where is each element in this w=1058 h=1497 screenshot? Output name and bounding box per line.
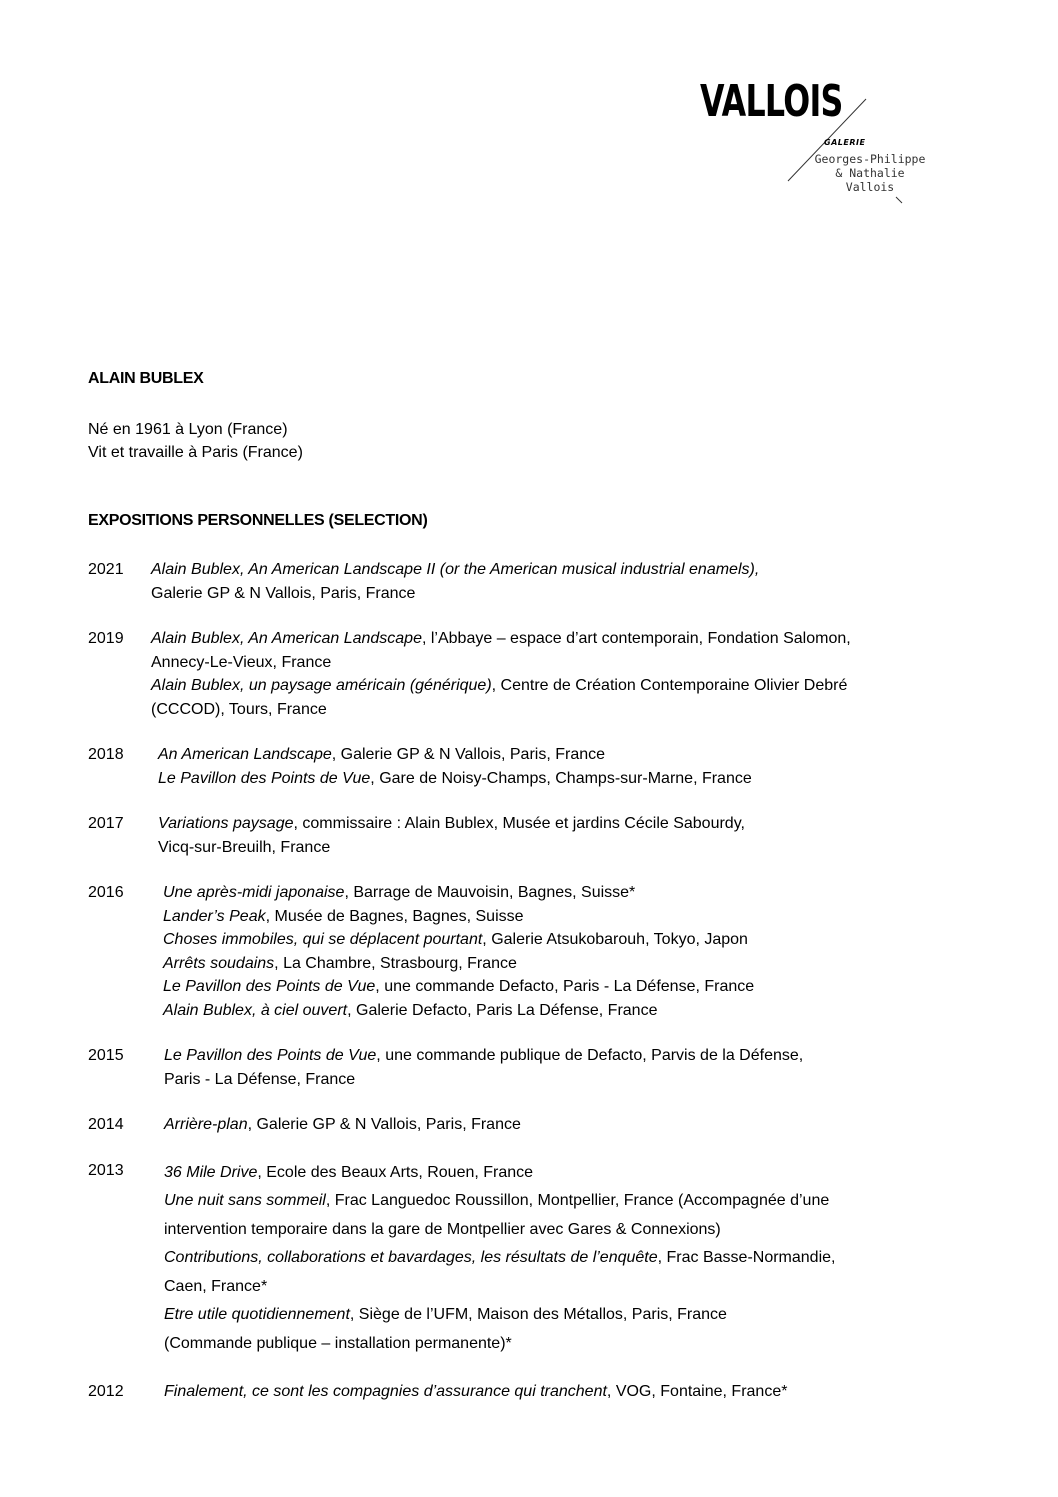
- exhibition-line: [163, 881, 988, 905]
- exhibition-line: [164, 1330, 988, 1359]
- exhibition-year-block: [88, 627, 988, 721]
- exhibition-line: [151, 674, 988, 698]
- exhibition-line: [151, 582, 988, 606]
- exhibition-title: Contributions, collaborations et bavardages, les résultats de l’enquête: [164, 1249, 658, 1266]
- logo-title: VALLOIS: [700, 76, 843, 127]
- exhibition-year: 2019: [88, 630, 124, 647]
- bio-residence: Vit et travaille à Paris (France): [88, 444, 303, 461]
- logo-galerie-label: GALERIE: [824, 138, 866, 147]
- exhibition-year: 2015: [88, 1047, 124, 1064]
- exhibition-details: , Galerie Defacto, Paris La Défense, France: [347, 1001, 658, 1019]
- exhibition-line: [164, 1068, 988, 1092]
- exhibition-title: Alain Bublex, An American Landscape: [151, 630, 422, 647]
- exhibition-title: Le Pavillon des Points de Vue: [164, 1047, 377, 1064]
- exhibition-year: 2016: [88, 884, 124, 901]
- exhibition-line: [164, 1380, 988, 1404]
- exhibition-title: Arrêts soudains: [163, 954, 275, 972]
- logo-name-line: Vallois: [845, 180, 895, 194]
- exhibition-line: [158, 836, 988, 860]
- exhibition-details: , Frac Basse-Normandie,: [657, 1249, 836, 1266]
- exhibition-line: [151, 698, 988, 722]
- exhibition-year: 2014: [88, 1116, 124, 1133]
- exhibitions-list: [88, 558, 988, 1426]
- exhibition-line: [164, 1301, 988, 1330]
- exhibition-year-block: [88, 812, 988, 859]
- exhibition-year-block: [88, 1380, 988, 1404]
- logo-name-line: Georges-Philippe: [814, 152, 926, 166]
- exhibition-line: [163, 999, 988, 1023]
- exhibition-details: , La Chambre, Strasbourg, France: [274, 954, 517, 972]
- exhibition-title: Une après-midi japonaise: [163, 884, 345, 901]
- exhibition-details: , Centre de Création Contemporaine Olivier Debré: [491, 677, 848, 694]
- exhibition-line: [163, 975, 988, 999]
- exhibition-details: , Gare de Noisy-Champs, Champs-sur-Marne, France: [370, 769, 752, 787]
- exhibition-details: Paris - La Défense, France: [164, 1070, 356, 1088]
- exhibition-details: , une commande publique de Defacto, Parvis de la Défense,: [376, 1047, 804, 1064]
- exhibition-year-block: [88, 743, 988, 790]
- exhibition-line: [151, 651, 988, 675]
- exhibition-line: [164, 1273, 988, 1302]
- exhibition-details: , Galerie GP & N Vallois, Paris, France: [247, 1116, 521, 1133]
- exhibition-year-block: [88, 558, 988, 605]
- gallery-logo: [690, 78, 930, 213]
- exhibition-details: Caen, France*: [164, 1277, 268, 1295]
- exhibition-line: [158, 743, 988, 767]
- section-title: EXPOSITIONS PERSONNELLES (SELECTION): [88, 512, 428, 529]
- exhibition-details: , Musée de Bagnes, Bagnes, Suisse: [265, 907, 524, 925]
- exhibition-title: Etre utile quotidiennement: [164, 1306, 350, 1323]
- exhibition-year-block: [88, 1044, 988, 1091]
- exhibition-line: [158, 812, 988, 836]
- exhibition-details: , Siège de l’UFM, Maison des Métallos, Paris, France: [349, 1306, 727, 1323]
- exhibition-year-block: [88, 1113, 988, 1137]
- exhibition-year: 2012: [88, 1383, 124, 1400]
- exhibition-details: (Commande publique – installation permanente)*: [164, 1334, 512, 1352]
- exhibition-year-block: [88, 1159, 988, 1359]
- exhibition-title: Le Pavillon des Points de Vue: [158, 769, 371, 787]
- exhibition-line: [164, 1216, 988, 1245]
- exhibition-year: 2021: [88, 561, 124, 578]
- exhibition-details: , Ecole des Beaux Arts, Rouen, France: [257, 1163, 534, 1181]
- exhibition-details: , Galerie GP & N Vallois, Paris, France: [331, 746, 606, 763]
- artist-name: ALAIN BUBLEX: [88, 370, 204, 387]
- exhibition-year: 2013: [88, 1161, 124, 1179]
- exhibition-details: , Barrage de Mauvoisin, Bagnes, Suisse*: [344, 884, 636, 901]
- exhibition-title: Alain Bublex, An American Landscape II (or the American musical industrial enamels),: [151, 561, 760, 578]
- exhibition-details: , l’Abbaye – espace d’art contemporain, Fondation Salomon,: [421, 630, 851, 647]
- bio-birth: Né en 1961 à Lyon (France): [88, 421, 288, 438]
- exhibition-line: [164, 1113, 988, 1137]
- exhibition-year-block: [88, 881, 988, 1022]
- exhibition-line: [164, 1159, 988, 1188]
- exhibition-line: [158, 767, 988, 791]
- exhibition-title: An American Landscape: [158, 746, 332, 763]
- logo-name-line: & Nathalie: [835, 166, 905, 180]
- exhibition-details: , une commande Defacto, Paris - La Défense, France: [375, 978, 755, 995]
- exhibition-line: [163, 905, 988, 929]
- exhibition-details: Annecy-Le-Vieux, France: [151, 653, 332, 671]
- exhibition-title: Lander’s Peak: [163, 907, 266, 925]
- exhibition-details: , Frac Languedoc Roussillon, Montpellier, France (Accompagnée d’une: [325, 1192, 830, 1209]
- exhibition-title: Alain Bublex, à ciel ouvert: [163, 1001, 348, 1019]
- exhibition-title: Le Pavillon des Points de Vue: [163, 978, 376, 995]
- exhibition-line: [163, 952, 988, 976]
- exhibition-line: [151, 558, 988, 582]
- exhibition-title: Finalement, ce sont les compagnies d’assurance qui tranchent: [164, 1383, 607, 1400]
- exhibition-title: Variations paysage: [158, 815, 294, 832]
- exhibition-details: , VOG, Fontaine, France*: [606, 1383, 788, 1400]
- exhibition-line: [151, 627, 988, 651]
- exhibition-line: [164, 1244, 988, 1273]
- exhibition-year: 2018: [88, 746, 124, 763]
- exhibition-title: 36 Mile Drive: [164, 1163, 258, 1181]
- exhibition-details: , commissaire : Alain Bublex, Musée et jardins Cécile Sabourdy,: [293, 815, 745, 832]
- exhibition-title: Une nuit sans sommeil: [164, 1192, 326, 1209]
- exhibition-year: 2017: [88, 815, 124, 832]
- exhibition-details: (CCCOD), Tours, France: [151, 700, 327, 718]
- exhibition-title: Alain Bublex, un paysage américain (générique): [151, 677, 492, 694]
- exhibition-line: [163, 928, 988, 952]
- exhibition-line: [164, 1044, 988, 1068]
- exhibition-title: Arrière-plan: [164, 1116, 248, 1133]
- exhibition-details: Galerie GP & N Vallois, Paris, France: [151, 584, 416, 602]
- exhibition-details: , Galerie Atsukobarouh, Tokyo, Japon: [482, 931, 748, 948]
- exhibition-details: intervention temporaire dans la gare de Montpellier avec Gares & Connexions): [164, 1220, 721, 1238]
- artist-bio: [88, 418, 303, 464]
- exhibition-line: [164, 1187, 988, 1216]
- exhibition-details: Vicq-sur-Breuilh, France: [158, 838, 331, 856]
- exhibition-title: Choses immobiles, qui se déplacent pourtant: [163, 931, 483, 948]
